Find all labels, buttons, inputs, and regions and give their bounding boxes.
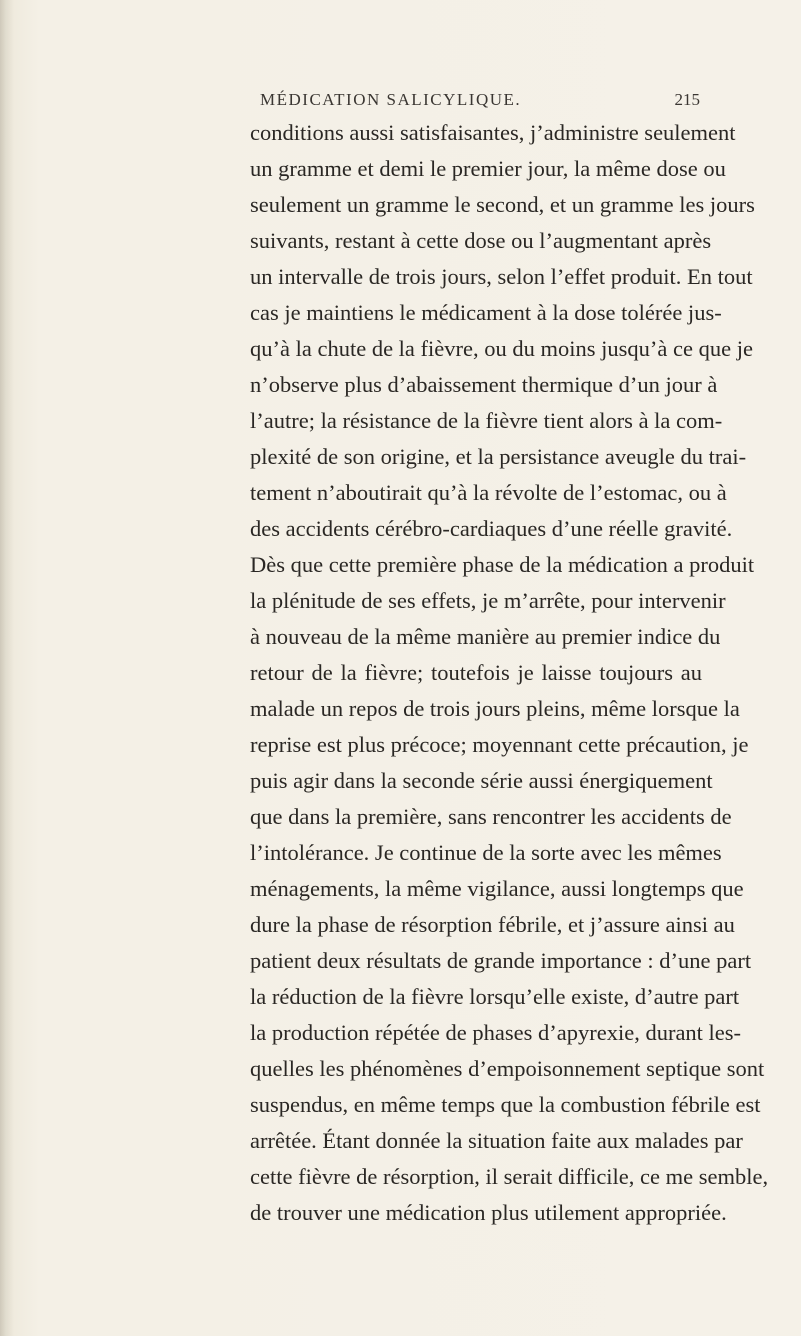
- text-line: plexité de son origine, et la persistance aveugle du trai-: [250, 444, 747, 469]
- text-line: arrêtée. Étant donnée la situation faite aux malades par: [250, 1128, 743, 1153]
- text-line: ménagements, la même vigilance, aussi longtemps que: [250, 876, 744, 901]
- text-line: seulement un gramme le second, et un gramme les jours: [250, 192, 755, 217]
- text-line: la plénitude de ses effets, je m’arrête, pour intervenir: [250, 588, 726, 613]
- text-line: n’observe plus d’abaissement thermique d’un jour à: [250, 372, 718, 397]
- text-line: de trouver une médication plus utilement appropriée.: [250, 1200, 727, 1225]
- text-line: l’autre; la résistance de la fièvre tient alors à la com-: [250, 408, 723, 433]
- text-line: conditions aussi satisfaisantes, j’administre seulement: [250, 120, 736, 145]
- text-line: qu’à la chute de la fièvre, ou du moins jusqu’à ce que je: [250, 336, 753, 361]
- text-line: retour de la fièvre; toutefois je laisse toujours au: [250, 660, 702, 685]
- running-title: MÉDICATION SALICYLIQUE.: [260, 90, 522, 109]
- text-line: tement n’aboutirait qu’à la révolte de l’estomac, ou à: [250, 480, 727, 505]
- text-line: que dans la première, sans rencontrer les accidents de: [250, 804, 732, 829]
- text-line: suivants, restant à cette dose ou l’augmentant après: [250, 228, 712, 253]
- page-number: 215: [674, 90, 700, 109]
- text-line: un gramme et demi le premier jour, la même dose ou: [250, 156, 726, 181]
- text-line: puis agir dans la seconde série aussi énergiquement: [250, 768, 713, 793]
- text-line: des accidents cérébro-cardiaques d’une réelle gravité.: [250, 516, 733, 541]
- text-line: l’intolérance. Je continue de la sorte avec les mêmes: [250, 840, 722, 865]
- text-line: quelles les phénomènes d’empoisonnement septique sont: [250, 1056, 765, 1081]
- text-line: cette fièvre de résorption, il serait difficile, ce me semble,: [250, 1164, 769, 1189]
- text-line: reprise est plus précoce; moyennant cette précaution, je: [250, 732, 749, 757]
- text-line: suspendus, en même temps que la combustion fébrile est: [250, 1092, 761, 1117]
- text-line: dure la phase de résorption fébrile, et j’assure ainsi au: [250, 912, 735, 937]
- text-line: un intervalle de trois jours, selon l’effet produit. En tout: [250, 264, 753, 289]
- text-line: cas je maintiens le médicament à la dose tolérée jus-: [250, 300, 722, 325]
- text-line: patient deux résultats de grande importance : d’une part: [250, 948, 752, 973]
- text-line: la réduction de la fièvre lorsqu’elle existe, d’autre part: [250, 984, 740, 1009]
- text-line: la production répétée de phases d’apyrexie, durant les-: [250, 1020, 742, 1045]
- text-line: Dès que cette première phase de la médication a produit: [250, 552, 755, 577]
- text-line: malade un repos de trois jours pleins, même lorsque la: [250, 696, 740, 721]
- text-line: à nouveau de la même manière au premier indice du: [250, 624, 721, 649]
